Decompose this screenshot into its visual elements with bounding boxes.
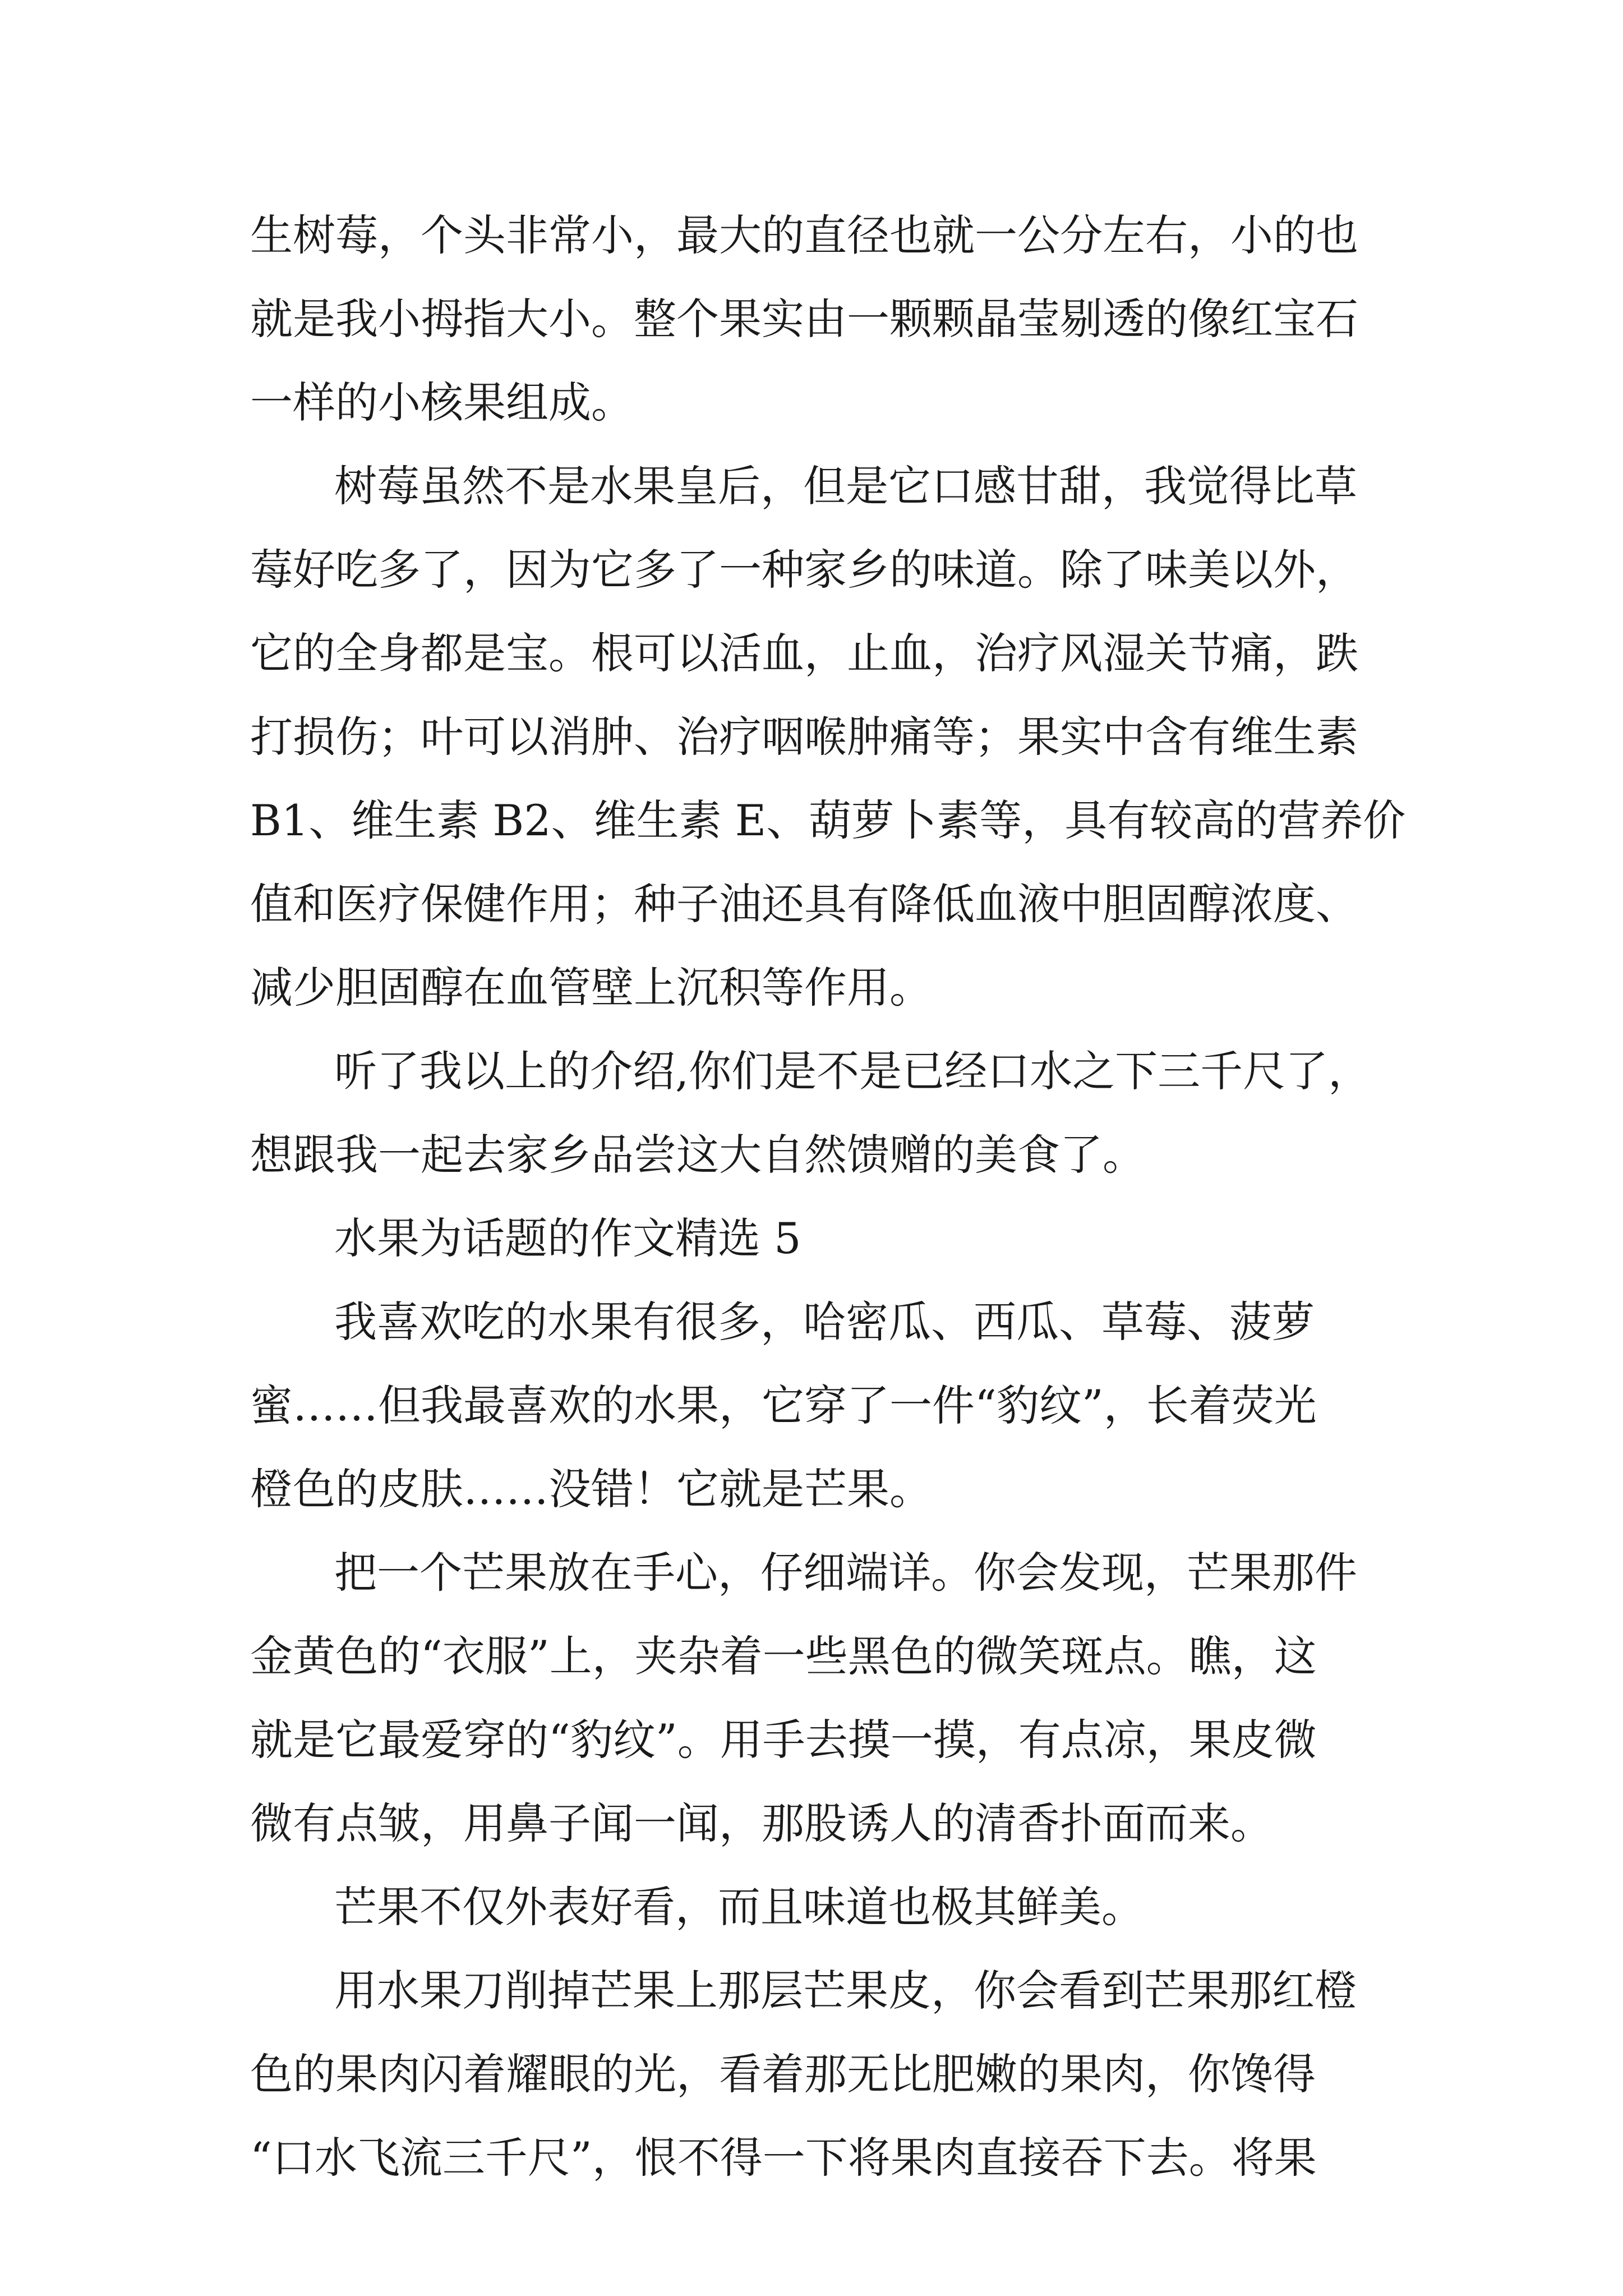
- text-line: 生树莓，个头非常小，最大的直径也就一公分左右，小的也: [250, 210, 1358, 260]
- text-line: “口水飞流三千尺”，恨不得一下将果肉直接吞下去。将果: [250, 2133, 1317, 2183]
- text-line: 金黄色的“衣服”上，夹杂着一些黑色的微笑斑点。瞧，这: [250, 1631, 1317, 1681]
- text-line: 一样的小核果组成。: [250, 378, 634, 427]
- text-line: 它的全身都是宝。根可以活血，止血，治疗风湿关节痛，跌: [250, 628, 1358, 678]
- text-line: 微有点皱，用鼻子闻一闻，那股诱人的清香扑面而来。: [250, 1798, 1273, 1848]
- text-line: 减少胆固醇在血管壁上沉积等作用。: [250, 963, 932, 1013]
- paragraph-start-line: 树莓虽然不是水果皇后，但是它口感甘甜，我觉得比草: [334, 461, 1357, 511]
- paragraph-start-line: 把一个芒果放在手心，仔细端详。你会发现，芒果那件: [334, 1548, 1357, 1598]
- text-line: B1、维生素 B2、维生素 E、葫萝卜素等，具有较高的营养价: [250, 795, 1406, 845]
- text-line: 想跟我一起去家乡品尝这大自然馈赠的美食了。: [250, 1130, 1145, 1180]
- text-line: 就是我小拇指大小。整个果实由一颗颗晶莹剔透的像红宝石: [250, 294, 1358, 344]
- text-line: 值和医疗保健作用；种子油还具有降低血液中胆固醇浓度、: [250, 879, 1358, 929]
- text-line: 就是它最爱穿的“豹纹”。用手去摸一摸，有点凉，果皮微: [250, 1715, 1317, 1765]
- paragraph-start-line: 我喜欢吃的水果有很多，哈密瓜、西瓜、草莓、菠萝: [334, 1297, 1315, 1347]
- paragraph-start-line: 听了我以上的介绍,你们是不是已经口水之下三千尺了，: [334, 1046, 1371, 1096]
- paragraph-start-line: 用水果刀削掉芒果上那层芒果皮，你会看到芒果那红橙: [334, 1966, 1357, 2016]
- document-body: [250, 208, 1417, 2214]
- paragraph-start-line: 芒果不仅外表好看，而且味道也极其鲜美。: [334, 1882, 1144, 1932]
- text-line: 蜜……但我最喜欢的水果，它穿了一件“豹纹”，长着荧光: [250, 1381, 1317, 1430]
- text-line: 色的果肉闪着耀眼的光，看着那无比肥嫩的果肉，你馋得: [250, 2049, 1316, 2099]
- section-heading: 水果为话题的作文精选 5: [334, 1213, 801, 1263]
- text-line: 莓好吃多了，因为它多了一种家乡的味道。除了味美以外，: [250, 545, 1358, 595]
- text-line: 橙色的皮肤……没错！它就是芒果。: [250, 1464, 932, 1514]
- text-line: 打损伤；叶可以消肿、治疗咽喉肿痛等；果实中含有维生素: [250, 712, 1358, 762]
